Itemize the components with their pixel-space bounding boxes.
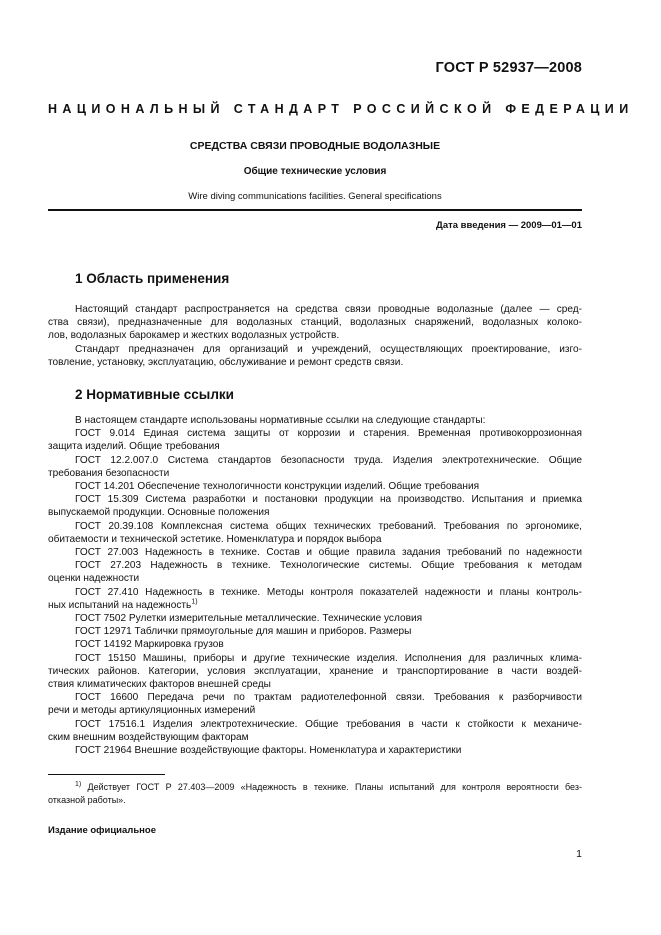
- reference-line: ГОСТ 27.003 Надежность в технике. Состав и общие правила задания требований по надежности: [75, 546, 582, 558]
- paragraph-line: Настоящий стандарт распространяется на средства связи проводные водолазные (далее — сред-: [75, 304, 582, 315]
- reference-line: ГОСТ 27.410 Надежность в технике. Методы контроля показателей надежности и планы контроль-: [75, 586, 582, 598]
- reference-line-with-footnote: [48, 599, 582, 612]
- standard-title: СРЕДСТВА СВЯЗИ ПРОВОДНЫЕ ВОДОЛАЗНЫЕ: [189, 140, 441, 152]
- footnote-line: [48, 781, 582, 794]
- reference-line: требования безопасности: [48, 467, 170, 479]
- section-1-heading: 1 Область применения: [75, 271, 230, 286]
- national-standard-banner: НАЦИОНАЛЬНЫЙ СТАНДАРТ РОССИЙСКОЙ ФЕДЕРАЦИИ: [48, 102, 634, 116]
- footnote-divider: [48, 774, 165, 775]
- reference-line: речи и методы артикуляционных измерений: [48, 705, 256, 717]
- footnote-marker: 1): [75, 781, 82, 788]
- reference-line: оценки надежности: [48, 573, 140, 585]
- reference-line: ГОСТ 12971 Таблички прямоугольные для машин и приборов. Размеры: [75, 626, 412, 638]
- introduction-date: Дата введения — 2009—01—01: [436, 220, 582, 231]
- footnote-marker: 1): [191, 598, 198, 606]
- footnote: [48, 781, 582, 806]
- reference-line: ским внешним воздействующим факторам: [48, 731, 249, 743]
- reference-line: ГОСТ 20.39.108 Комплексная система общих технических требований. Требования по эргономике,: [75, 520, 582, 532]
- standard-subtitle: Общие технические условия: [243, 166, 387, 177]
- standard-title-english: Wire diving communications facilities. General specifications: [188, 191, 442, 202]
- reference-line: ГОСТ 14.201 Обеспечение технологичности конструкции изделий. Общие требования: [75, 480, 480, 492]
- reference-line: ГОСТ 12.2.007.0 Система стандартов безопасности труда. Изделия электротехнические. Общие: [75, 454, 582, 466]
- reference-line: ГОСТ 14192 Маркировка грузов: [75, 639, 224, 651]
- footnote-line: отказной работы».: [48, 795, 126, 806]
- paragraph-line: товление, установку, эксплуатацию, обслуживание и ремонт средств связи.: [48, 356, 404, 368]
- reference-line: ГОСТ 21964 Внешние воздействующие факторы. Номенклатура и характеристики: [75, 744, 462, 756]
- reference-line: ГОСТ 7502 Рулетки измерительные металлические. Технические условия: [75, 612, 423, 624]
- reference-line: тических районов. Категории, условия эксплуатации, хранение и транспортирование в части воздей-: [48, 665, 582, 677]
- title-divider: [48, 209, 582, 211]
- reference-line: защита изделий. Общие требования: [48, 441, 220, 453]
- reference-line: ГОСТ 9.014 Единая система защиты от коррозии и старения. Временная противокоррозионная: [75, 428, 582, 440]
- section-2-body: [48, 414, 582, 757]
- footnote-text: Действует ГОСТ Р 27.403—2009 «Надежность в технике. Планы испытаний для контроля вероятности без-: [87, 782, 582, 792]
- paragraph-line: В настоящем стандарте использованы нормативные ссылки на следующие стандарты:: [75, 415, 486, 426]
- reference-line: выпускаемой продукции. Основные положения: [48, 507, 270, 519]
- reference-line: обитаемости и технической эстетике. Номенклатура и порядок выбора: [48, 533, 382, 545]
- section-2-heading: 2 Нормативные ссылки: [75, 387, 234, 402]
- reference-text: ных испытаний на надежность: [48, 599, 192, 611]
- reference-line: ГОСТ 16600 Передача речи по трактам радиотелефонной связи. Требования к разборчивости: [75, 692, 582, 704]
- document-code: ГОСТ Р 52937—2008: [435, 60, 582, 76]
- paragraph-line: ства связи), предназначенные для водолазных станций, водолазных снаряжений, водолазных колоко-: [48, 317, 582, 329]
- section-1-body: [48, 303, 582, 369]
- reference-line: ГОСТ 15150 Машины, приборы и другие технические изделия. Исполнения для различных клима-: [75, 652, 582, 664]
- page-number: 1: [576, 848, 582, 860]
- edition-label: Издание официальное: [48, 825, 156, 836]
- paragraph-line: лов, водолазных барокамер и жестких водолазных устройств.: [48, 330, 340, 342]
- reference-line: ГОСТ 15.309 Система разработки и постановки продукции на производство. Испытания и приемка: [75, 494, 582, 506]
- reference-line: ГОСТ 17516.1 Изделия электротехнические. Общие требования в части к стойкости к механиче-: [75, 718, 582, 730]
- reference-line: ГОСТ 27.203 Надежность в технике. Технологические системы. Общие требования к методам: [75, 560, 582, 572]
- reference-line: ствия климатических факторов внешней среды: [48, 678, 271, 690]
- paragraph-line: Стандарт предназначен для организаций и учреждений, осуществляющих проектирование, изго-: [75, 343, 582, 355]
